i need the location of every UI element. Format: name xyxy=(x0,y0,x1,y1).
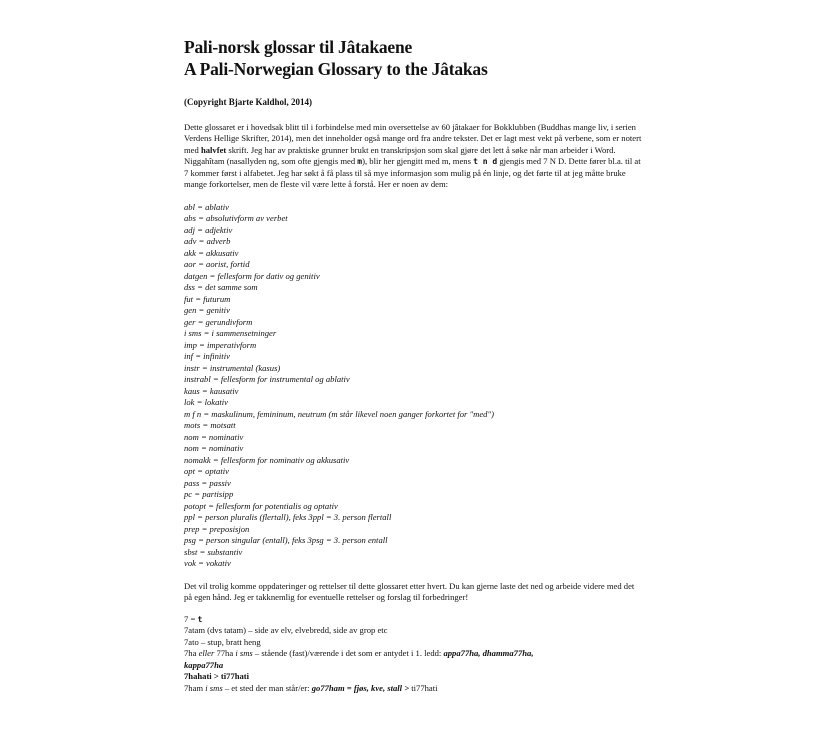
glossary-entry: 7ham i sms – et sted der man står/er: go77ham = fjøs, kve, stall > ti77hati xyxy=(184,682,438,693)
glossary-entry: 7atam (dvs tatam) – side av elv, elvebredd, side av grop etc xyxy=(184,625,388,635)
abbreviation-item: akk = akkusativ xyxy=(184,247,239,258)
abbreviation-item: abs = absolutivform av verbet xyxy=(184,213,288,223)
abbreviation-item: abl = ablativ xyxy=(184,201,229,212)
abbreviation-item: sbst = substantiv xyxy=(184,546,243,557)
abbreviation-item: nom = nominativ xyxy=(184,431,244,442)
abbreviation-list xyxy=(184,202,644,570)
glossary-entries xyxy=(184,614,644,695)
abbreviation-item: instr = instrumental (kasus) xyxy=(184,362,281,373)
abbreviation-item: datgen = fellesform for dativ og genitiv xyxy=(184,270,320,281)
document-content xyxy=(184,36,644,694)
abbreviation-item: prep = preposisjon xyxy=(184,523,250,534)
glossary-entry: 7 = t xyxy=(184,613,203,624)
abbreviation-item: inf = infinitiv xyxy=(184,351,230,361)
abbreviation-item: instrabl = fellesform for instrumental og ablativ xyxy=(184,374,350,384)
abbreviation-item: imp = imperativform xyxy=(184,339,257,350)
abbreviation-item: adv = adverb xyxy=(184,236,231,246)
abbreviation-item: pass = passiv xyxy=(184,477,231,488)
abbreviation-item: lok = lokativ xyxy=(184,397,228,407)
glossary-entry: 7ha eller 77ha i sms – stående (fast)/værende i det som er antydet i 1. ledd: appa77ha, dhamma77ha, xyxy=(184,648,534,658)
abbreviation-item: aor = aorist, fortid xyxy=(184,259,250,269)
abbreviation-item: fut = futurum xyxy=(184,293,231,304)
glossary-entry: 7hahati > ti77hati xyxy=(184,671,250,681)
abbreviation-item: potopt = fellesform for potentialis og optativ xyxy=(184,500,338,511)
copyright-notice: (Copyright Bjarte Kaldhol, 2014) xyxy=(184,97,312,107)
abbreviation-item: gen = genitiv xyxy=(184,305,230,315)
abbreviation-item: ppl = person pluralis (flertall), feks 3ppl = 3. person flertall xyxy=(184,512,392,522)
title-norwegian: Pali-norsk glossar til Jâtakaene xyxy=(184,37,413,57)
abbreviation-item: psg = person singular (entall), feks 3psg = 3. person entall xyxy=(184,535,388,545)
bold-word: halvfet xyxy=(200,144,227,155)
mono-glyph-m: m xyxy=(357,157,363,166)
abbreviation-item: vok = vokativ xyxy=(184,558,231,568)
abbreviation-item: kaus = kausativ xyxy=(184,385,239,396)
abbreviation-item: ger = gerundivform xyxy=(184,316,253,327)
abbreviation-item: pc = partisipp xyxy=(184,489,234,499)
abbreviation-item: nom = nominativ xyxy=(184,443,244,453)
abbreviation-item: i sms = i sammensetninger xyxy=(184,328,277,338)
glossary-entry-continuation: kappa77ha xyxy=(184,659,224,670)
abbreviation-item: dss = det samme som xyxy=(184,282,258,292)
mono-glyph-tnd: t n d xyxy=(473,157,498,166)
outro-paragraph: Det vil trolig komme oppdateringer og rettelser til dette glossaret etter hvert. Du kan gjerne laste det ned og arbeide videre med det på egen hånd. Jeg er takknemlig for eventuelle rettelser og forslag til forbedringer! xyxy=(184,580,635,602)
abbreviation-item: nomakk = fellesform for nominativ og akkusativ xyxy=(184,454,350,465)
abbreviation-item: m f n = maskulinum, femininum, neutrum (m står likevel noen ganger forkortet for "med") xyxy=(184,408,494,419)
intro-paragraph: Dette glossaret er i hovedsak blitt til i forbindelse med min oversettelse av 60 jâtakaer for Bokklubben (Buddhas mange liv, i serien Verdens Hellige Skrifter, 2014), men det inneholder også mange ord fra andre tekster. Det er lagt mest vekt på verbene, som er notert med halvfet skrift. Jeg har av praktiske grunner brukt en transkripsjon som skal gjøre det lett å søke når man arbeider i Word. Niggahîtam (nasallyden ng, som ofte gjengis med m), blir her gjengitt med m, mens t n d gjengis med 7 N D. Dette fører bl.a. til at 7 kommer først i alfabetet. Jeg har søkt å få plass til så mye informasjon som mulig på én linje, og det førte til at jeg måtte bruke mange forkortelser, men de fleste vil være lette å forstå. Her er noen av dem: xyxy=(184,121,642,189)
abbreviation-item: adj = adjektiv xyxy=(184,224,233,235)
abbreviation-item: opt = optativ xyxy=(184,466,229,476)
abbreviation-item: mots = motsatt xyxy=(184,420,236,430)
title-english: A Pali-Norwegian Glossary to the Jâtakas xyxy=(184,59,488,79)
page-title xyxy=(184,36,644,80)
glossary-entry: 7ato – stup, bratt heng xyxy=(184,636,261,647)
